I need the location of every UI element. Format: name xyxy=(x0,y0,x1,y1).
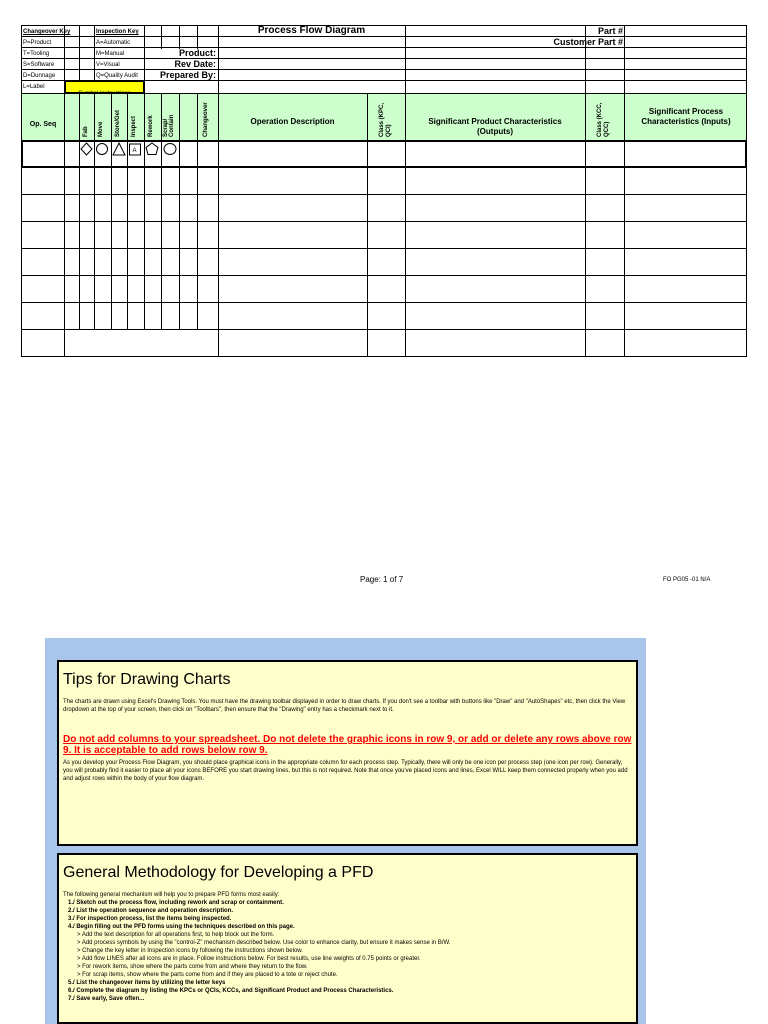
methodology-intro: The following general mechanism will help you to prepare PFD forms most easily: xyxy=(63,892,280,898)
rework-pentagon-icon xyxy=(146,143,158,155)
process-characteristics-header: Significant Process Characteristics (Inputs) xyxy=(641,107,731,126)
methodology-substep: > For scrap items, show where the parts come from and if they are placed to a tote or reject chute. xyxy=(77,972,338,978)
prepared-by-label: Prepared By: xyxy=(159,70,216,80)
page-title: Process Flow Diagram xyxy=(257,25,366,36)
op-seq-header: Op. Seq xyxy=(29,121,57,128)
methodology-step: 4./ Begin filling out the PFD forms using the techniques described on this page. xyxy=(68,924,295,930)
product-label: Product: xyxy=(179,48,216,58)
page-number: Page: 1 of 7 xyxy=(360,575,404,584)
tips-paragraph-2: As you develop your Process Flow Diagram, you should place graphical icons in the appropriate column for each process step. Typically, there will only be one icon per process step (one icon per row). Generally, you will probably find it easier to place all your icons BEFORE you start drawing lines, but this is not required. Note that once you've placed icons and lines, Excel WILL keep them connected properly when you add and adjust rows within the body of your flow diagram. xyxy=(63,760,628,782)
customer-part-label: Customer Part # xyxy=(553,37,623,47)
methodology-substep: > Add the text description for all operations first, to help block out the form. xyxy=(77,932,275,938)
methodology-step: 6./ Complete the diagram by listing the KPCs or QCIs, KCCs, and Significant Product and Process Characteristics. xyxy=(68,988,394,994)
methodology-substep: > Add process symbols by using the "control-Z" mechanism described below. Use color to enhance clarity, but ensure it makes sense in B/W. xyxy=(77,940,451,946)
store-header: Store/Get xyxy=(115,109,121,137)
methodology-title: General Methodology for Developing a PFD xyxy=(63,864,374,881)
rework-header: Rework xyxy=(148,115,154,137)
changeover-header: Changeover xyxy=(203,102,209,137)
symbols xyxy=(79,141,199,159)
scrap-header: Scrap/ Contain xyxy=(163,114,175,137)
changeover-key-item: S=Software xyxy=(23,62,55,68)
rev-date-label: Rev Date: xyxy=(174,59,216,69)
changeover-key-item: D=Dunnage xyxy=(23,73,56,79)
form-number: FO PG05 -01 N/A xyxy=(663,577,711,583)
svg-text:A: A xyxy=(132,148,137,154)
methodology-step: 1./ Sketch out the process flow, including rework and scrap or containment. xyxy=(68,900,284,906)
changeover-key-item: L=Label xyxy=(23,84,45,90)
move-circle-icon xyxy=(97,144,108,155)
tips-paragraph: The charts are drawn using Excel's Drawing Tools. You must have the drawing toolbar displayed in order to draw charts. If you don't see a toolbar with buttons like "Draw" and "AutoShapes" etc, then click the View dropdown at the top of your screen, then click on "Toolbars", then ensure that the "Drawing" entry has a checkmark next to it. xyxy=(63,699,626,713)
tips-title: Tips for Drawing Charts xyxy=(63,671,231,688)
inspect-header: Inspect xyxy=(131,115,137,137)
product-characteristics-header: Significant Product Characteristics (Outputs) xyxy=(428,117,562,136)
operation-description-header: Operation Description xyxy=(250,117,335,126)
inspection-key-item: M=Manual xyxy=(96,51,125,57)
symbol-instructions-button[interactable] xyxy=(65,81,144,93)
inspection-key-item: A=Automatic xyxy=(96,40,131,46)
class-kpc-header: Class (KPC, QCI) xyxy=(379,102,392,137)
tips-warning: Do not add columns to your spreadsheet. Do not delete the graphic icons in row 9, or add or delete any rows above row 9. It is acceptable to add rows below row 9. xyxy=(63,734,632,756)
methodology-substep: > For rework items, show where the parts come from and where they return to the flow. xyxy=(77,964,308,970)
move-header: Move xyxy=(98,121,104,137)
header-row-line xyxy=(21,69,747,70)
part-number-label: Part # xyxy=(597,26,623,36)
fab-diamond-icon xyxy=(81,143,92,155)
inspection-key-title: Inspection Key xyxy=(96,29,139,35)
changeover-key-item: T=Tooling xyxy=(23,51,50,57)
flow-table-body xyxy=(21,167,747,357)
methodology-substep: > Add flow LINES after all icons are in place. Follow instructions below. For best results, use line weights of 0.75 points or greater. xyxy=(77,956,421,962)
class-kcc-header: Class (KCC, QCC) xyxy=(597,102,610,137)
inspection-key-item: Q=Quality Audit xyxy=(96,73,138,79)
tips-panel xyxy=(57,660,638,846)
inspection-key-item: V=Visual xyxy=(96,62,120,68)
fab-header: Fab xyxy=(83,126,89,137)
methodology-step: 5./ List the changeover items by utilizing the letter keys xyxy=(68,980,226,986)
scrap-oval-icon xyxy=(164,144,176,155)
methodology-step: 2./ List the operation sequence and operation description. xyxy=(68,908,234,914)
methodology-step: 3./ For inspection process, list the items being inspected. xyxy=(68,916,232,922)
changeover-key-item: P=Product xyxy=(23,40,52,46)
methodology-panel xyxy=(57,853,638,1024)
store-triangle-icon xyxy=(113,143,125,155)
changeover-key-title: Changeover Key xyxy=(23,29,71,35)
methodology-step: 7./ Save early, Save often... xyxy=(68,996,145,1002)
header-row-line xyxy=(21,47,747,48)
methodology-substep: > Change the key letter in Inspection icons by following the instructions shown below. xyxy=(77,948,303,954)
header-row-line xyxy=(21,58,747,59)
header-row-line xyxy=(21,36,747,37)
